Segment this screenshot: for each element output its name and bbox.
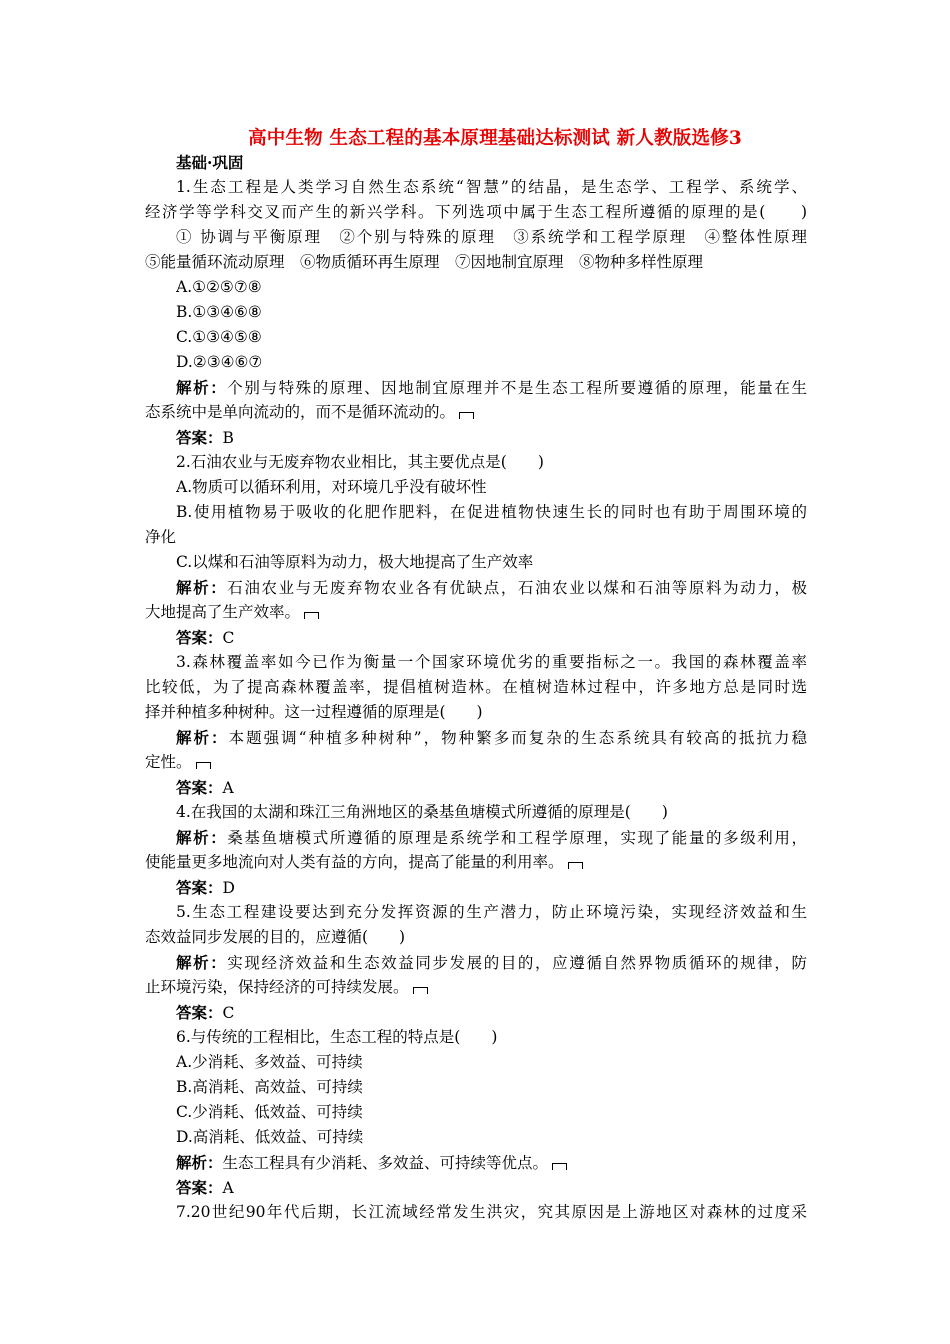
analysis-label: 解析： (176, 578, 228, 597)
q3-analysis-line-1 (176, 725, 807, 751)
q4-answer-value: D (222, 879, 235, 897)
q2-option-c: C.以煤和石油等原料为动力，极大地提高了生产效率 (176, 553, 534, 571)
q1-option-b: B.①③④⑥⑧ (176, 303, 262, 321)
q7-stem-line-1: 7.20世纪90年代后期，长江流域经常发生洪灾，究其原因是上游地区对森林的过度采 (176, 1203, 807, 1221)
q4-analysis-text-2: 使能量更多地流向对人类有益的方向，提高了能量的利用率。 (145, 853, 564, 871)
q2-answer-value: C (222, 629, 235, 647)
analysis-label: 解析： (176, 1153, 223, 1172)
answer-label: 答案： (176, 628, 223, 647)
q1-analysis-text: 个别与特殊的原理、因地制宜原理并不是生态工程所要遵循的原理，能量在生 (227, 379, 807, 397)
q6-answer (176, 1175, 807, 1201)
bracket-mark-icon (196, 762, 211, 769)
bracket-mark-icon (413, 987, 428, 994)
analysis-label: 解析： (176, 728, 229, 747)
q1-option-a: A.①②⑤⑦⑧ (176, 278, 262, 296)
q5-answer-value: C (222, 1004, 235, 1022)
q5-analysis-line-2 (145, 975, 807, 1000)
q3-stem-line-1: 3.森林覆盖率如今已作为衡量一个国家环境优劣的重要指标之一。我国的森林覆盖率 (176, 653, 807, 671)
bracket-mark-icon (552, 1163, 567, 1170)
q1-stem-line-1: 1.生态工程是人类学习自然生态系统“智慧”的结晶，是生态学、工程学、系统学、 (176, 178, 807, 196)
q2-stem: 2.石油农业与无废弃物农业相比，其主要优点是( ) (176, 453, 544, 471)
bracket-mark-icon (459, 412, 474, 419)
q2-analysis-text-2: 大地提高了生产效率。 (145, 603, 301, 621)
q6-analysis-text: 生态工程具有少消耗、多效益、可持续等优点。 (222, 1154, 549, 1172)
q4-analysis-text: 桑基鱼塘模式所遵循的原理是系统学和工程学原理，实现了能量的多级利用， (227, 829, 807, 847)
q2-option-b-line-2: 净化 (145, 528, 177, 546)
q1-answer (176, 425, 807, 451)
q3-analysis-text: 本题强调“种植多种树种”，物种繁多而复杂的生态系统具有较高的抵抗力稳 (228, 729, 807, 747)
q2-option-b-line-1: B.使用植物易于吸收的化肥作肥料，在促进植物快速生长的同时也有助于周围环境的 (176, 503, 807, 521)
q2-analysis-text: 石油农业与无废弃物农业各有优缺点，石油农业以煤和石油等原料为动力，极 (227, 579, 807, 597)
q1-items-line-1: ① 协调与平衡原理 ②个别与特殊的原理 ③系统学和工程学原理 ④整体性原理 (176, 228, 807, 246)
q3-stem-line-3: 择并种植多种树种。这一过程遵循的原理是( ) (145, 703, 483, 721)
q6-option-d: D.高消耗、低效益、可持续 (176, 1128, 364, 1146)
q5-stem-line-2: 态效益同步发展的目的，应遵循( ) (145, 928, 406, 946)
q6-option-b: B.高消耗、高效益、可持续 (176, 1078, 363, 1096)
bracket-mark-icon (304, 612, 319, 619)
q1-items-line-2: ⑤能量循环流动原理 ⑥物质循环再生原理 ⑦因地制宜原理 ⑧物种多样性原理 (145, 253, 704, 271)
q1-analysis-line-1 (176, 375, 807, 401)
q6-option-c: C.少消耗、低效益、可持续 (176, 1103, 363, 1121)
q2-analysis-line-2 (145, 600, 807, 625)
q5-answer (176, 1000, 807, 1026)
q6-option-a: A.少消耗、多效益、可持续 (176, 1053, 363, 1071)
analysis-label: 解析： (176, 828, 228, 847)
q5-stem-line-1: 5.生态工程建设要达到充分发挥资源的生产潜力，防止环境污染，实现经济效益和生 (176, 903, 807, 921)
q3-answer (176, 775, 807, 801)
document-title: 高中生物 生态工程的基本原理基础达标测试 新人教版选修3 (248, 128, 742, 149)
q6-stem: 6.与传统的工程相比，生态工程的特点是( ) (176, 1028, 498, 1046)
answer-label: 答案： (176, 878, 223, 897)
q2-answer (176, 625, 807, 651)
q1-answer-value: B (222, 429, 234, 447)
answer-label: 答案： (176, 1178, 223, 1197)
answer-label: 答案： (176, 778, 223, 797)
q5-analysis-text: 实现经济效益和生态效益同步发展的目的，应遵循自然界物质循环的规律，防 (227, 954, 807, 972)
answer-label: 答案： (176, 1003, 223, 1022)
q3-analysis-text-2: 定性。 (145, 753, 192, 771)
analysis-label: 解析： (176, 953, 228, 972)
q4-analysis-line-1 (176, 825, 807, 851)
q4-answer (176, 875, 807, 901)
q1-option-d: D.②③④⑥⑦ (176, 353, 263, 371)
q5-analysis-line-1 (176, 950, 807, 976)
q5-analysis-text-2: 止环境污染，保持经济的可持续发展。 (145, 978, 409, 996)
q3-analysis-line-2 (145, 750, 807, 775)
q2-analysis-line-1 (176, 575, 807, 601)
answer-label: 答案： (176, 428, 223, 447)
q3-stem-line-2: 比较低，为了提高森林覆盖率，提倡植树造林。在植树造林过程中，许多地方总是同时选 (145, 678, 807, 696)
q1-stem-line-2: 经济学等学科交叉而产生的新兴学科。下列选项中属于生态工程所遵循的原理的是( ) (145, 203, 807, 221)
q2-option-a: A.物质可以循环利用，对环境几乎没有破坏性 (176, 478, 487, 496)
bracket-mark-icon (568, 862, 583, 869)
q1-option-c: C.①③④⑤⑧ (176, 328, 262, 346)
q4-analysis-line-2 (145, 850, 807, 875)
q3-answer-value: A (222, 779, 234, 797)
analysis-label: 解析： (176, 378, 228, 397)
q6-analysis (176, 1150, 807, 1176)
q1-analysis-text-2: 态系统中是单向流动的，而不是循环流动的。 (145, 403, 456, 421)
q1-analysis-line-2 (145, 400, 807, 425)
section-heading: 基础·巩固 (176, 153, 244, 172)
q4-stem: 4.在我国的太湖和珠江三角洲地区的桑基鱼塘模式所遵循的原理是( ) (176, 803, 668, 821)
q6-answer-value: A (222, 1179, 234, 1197)
